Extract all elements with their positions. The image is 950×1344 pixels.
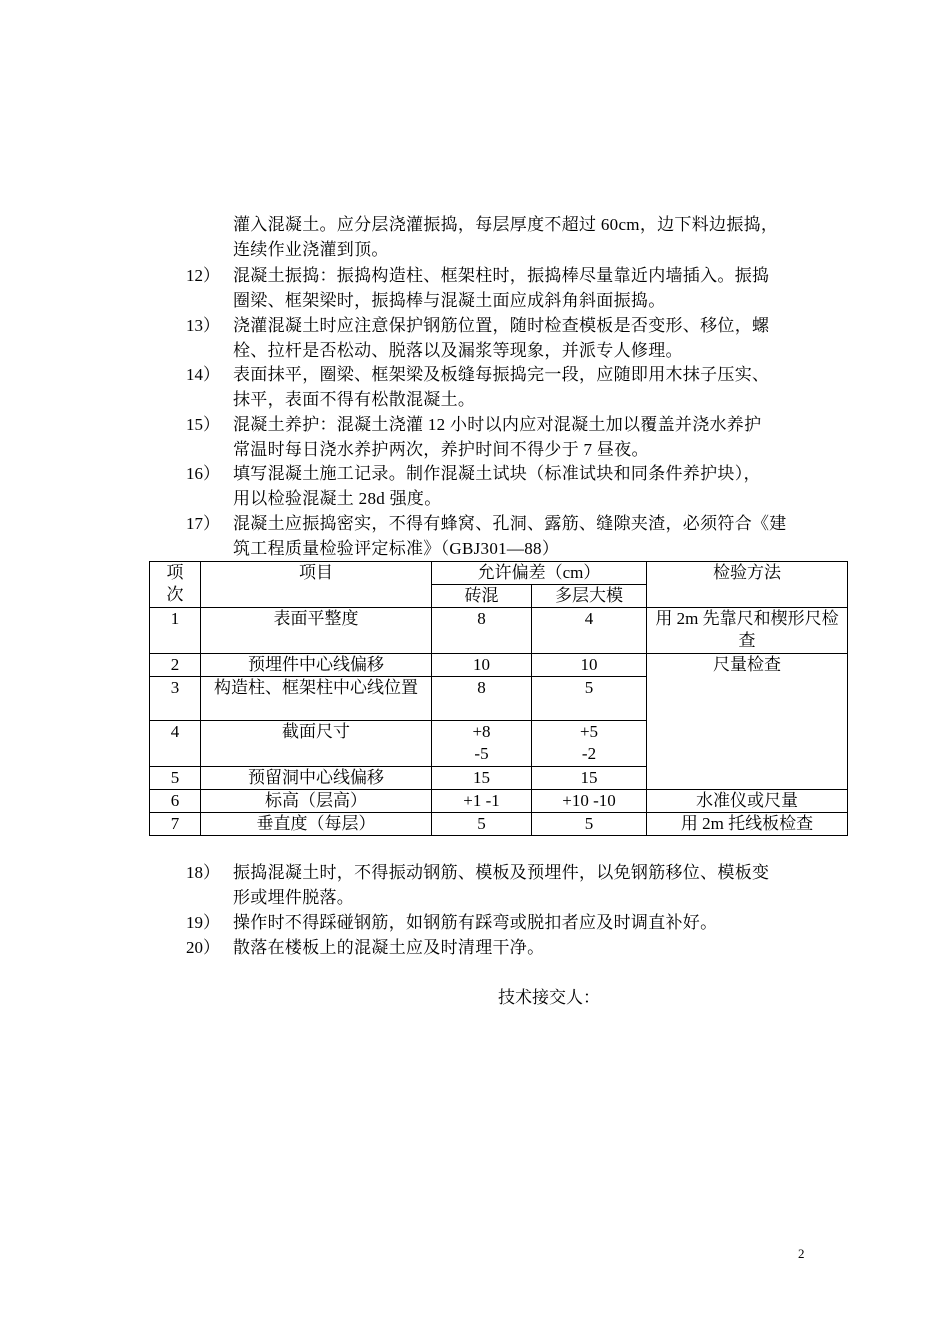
cell-multi (532, 721, 647, 767)
cell-seq: 4 (150, 721, 201, 767)
cell-multi: 15 (532, 767, 647, 790)
item-number: 18） (186, 863, 220, 882)
header-item: 项目 (201, 562, 432, 608)
text-line: 表面抹平，圈梁、框架梁及板缝每振捣完一段，应随即用木抹子压实、 (233, 365, 770, 384)
text-line: 混凝土应振捣密实，不得有蜂窝、孔洞、露筋、缝隙夹渣，必须符合《建 (233, 514, 787, 533)
table-row (150, 654, 848, 677)
cell-seq: 6 (150, 790, 201, 813)
item-number: 17） (186, 514, 220, 533)
cell-method: 尺量检查 (647, 654, 848, 790)
cell-multi: 10 (532, 654, 647, 677)
text-line: 抹平，表面不得有松散混凝土。 (233, 390, 476, 409)
cell-seq: 3 (150, 677, 201, 721)
cell-seq: 7 (150, 813, 201, 836)
cell-brick-minus: -5 (474, 744, 489, 763)
text-line: 灌入混凝土。应分层浇灌振捣，每层厚度不超过 60cm，边下料边振捣， (233, 215, 779, 234)
table-row (150, 790, 848, 813)
cell-brick (432, 721, 532, 767)
tolerance-table (149, 561, 848, 836)
cell-brick: +1 -1 (432, 790, 532, 813)
cell-multi: 5 (532, 677, 647, 721)
cell-item: 预埋件中心线偏移 (201, 654, 432, 677)
header-seq-line: 项 (166, 563, 184, 582)
table-row (150, 608, 848, 654)
signature-label: 技术接交人： (498, 988, 600, 1007)
cell-brick: 10 (432, 654, 532, 677)
cell-brick: 15 (432, 767, 532, 790)
cell-seq: 2 (150, 654, 201, 677)
cell-item: 表面平整度 (201, 608, 432, 654)
text-line: 形或埋件脱落。 (233, 888, 355, 907)
header-method: 检验方法 (647, 562, 848, 608)
item-number: 15） (186, 415, 220, 434)
cell-item: 构造柱、框架柱中心线位置 (201, 677, 432, 721)
item-number: 20） (186, 938, 220, 957)
text-line: 筑工程质量检验评定标准》（GBJ301—88） (233, 539, 560, 558)
cell-method: 水准仪或尺量 (647, 790, 848, 813)
cell-multi: 4 (532, 608, 647, 654)
cell-seq: 1 (150, 608, 201, 654)
cell-method: 用 2m 托线板检查 (647, 813, 848, 836)
text-line: 连续作业浇灌到顶。 (233, 240, 389, 259)
text-line: 混凝土养护：混凝土浇灌 12 小时以内应对混凝土加以覆盖并浇水养护 (233, 415, 762, 434)
header-seq-line: 次 (166, 585, 184, 604)
cell-multi: +10 -10 (532, 790, 647, 813)
header-multi: 多层大模 (532, 585, 647, 608)
text-line: 常温时每日浇水养护两次，养护时间不得少于 7 昼夜。 (233, 440, 649, 459)
text-line: 浇灌混凝土时应注意保护钢筋位置，随时检查模板是否变形、移位，螺 (233, 316, 770, 335)
header-seq (150, 562, 201, 608)
text-line: 操作时不得踩碰钢筋，如钢筋有踩弯或脱扣者应及时调直补好。 (233, 913, 718, 932)
text-line: 散落在楼板上的混凝土应及时清理干净。 (233, 938, 545, 957)
cell-item: 标高（层高） (201, 790, 432, 813)
item-number: 14） (186, 365, 220, 384)
text-line: 圈梁、框架梁时，振捣棒与混凝土面应成斜角斜面振捣。 (233, 291, 666, 310)
header-brick: 砖混 (432, 585, 532, 608)
cell-seq: 5 (150, 767, 201, 790)
table-row (150, 813, 848, 836)
cell-brick-plus: +8 (472, 722, 491, 741)
item-number: 16） (186, 464, 220, 483)
cell-multi-minus: -2 (581, 744, 597, 763)
cell-brick: 5 (432, 813, 532, 836)
item-number: 13） (186, 316, 220, 335)
cell-item: 预留洞中心线偏移 (201, 767, 432, 790)
text-line: 栓、拉杆是否松动、脱落以及漏浆等现象，并派专人修理。 (233, 341, 683, 360)
text-line: 用以检验混凝土 28d 强度。 (233, 489, 442, 508)
text-line: 混凝土振捣：振捣构造柱、框架柱时，振捣棒尽量靠近内墙插入。振捣 (233, 266, 770, 285)
cell-multi-plus: +5 (579, 722, 599, 741)
text-line: 振捣混凝土时，不得振动钢筋、模板及预埋件，以免钢筋移位、模板变 (233, 863, 770, 882)
item-number: 19） (186, 913, 220, 932)
text-line: 填写混凝土施工记录。制作混凝土试块（标准试块和同条件养护块）， (233, 464, 761, 483)
cell-item: 垂直度（每层） (201, 813, 432, 836)
cell-method: 用 2m 先靠尺和楔形尺检查 (647, 608, 848, 654)
page-number: 2 (798, 1246, 805, 1261)
item-number: 12） (186, 266, 220, 285)
cell-brick: 8 (432, 677, 532, 721)
cell-brick: 8 (432, 608, 532, 654)
cell-item: 截面尺寸 (201, 721, 432, 767)
header-tolerance: 允许偏差（cm） (432, 562, 647, 585)
cell-multi: 5 (532, 813, 647, 836)
